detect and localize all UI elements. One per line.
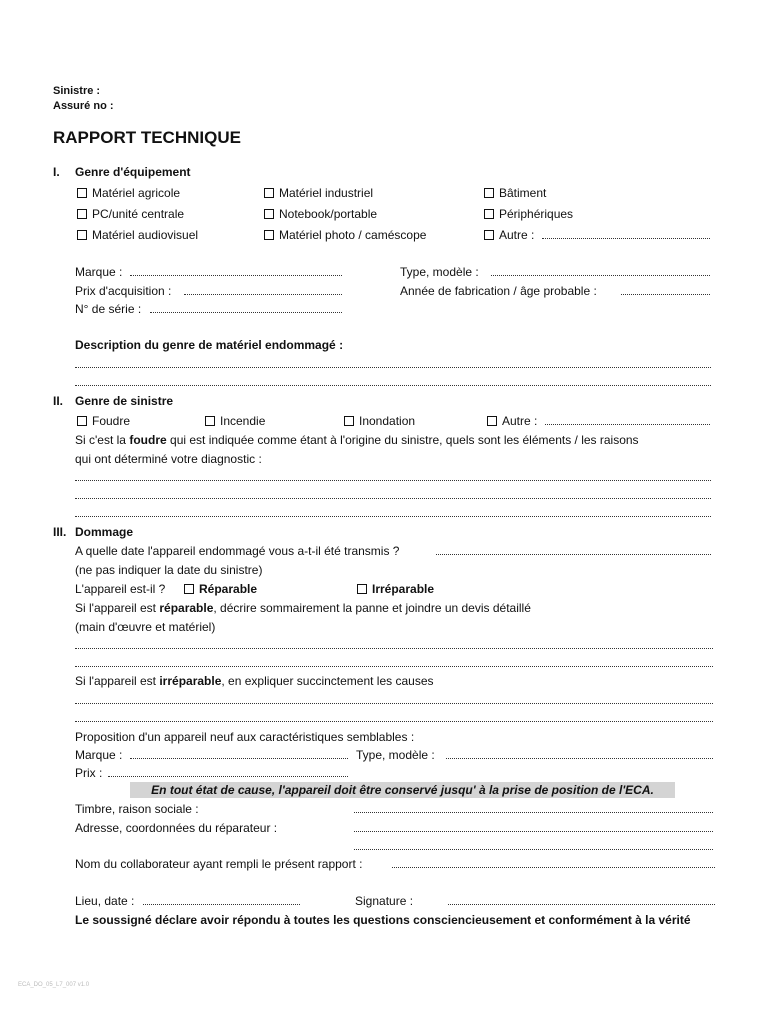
section-1-number: I. (53, 165, 60, 179)
collaborateur-label: Nom du collaborateur ayant rempli le présent rapport : (75, 857, 363, 871)
section-2-number: II. (53, 394, 64, 408)
option-notebook-portable[interactable]: Notebook/portable (264, 207, 377, 221)
document-code: ECA_DO_05_L7_007 v1.0 (18, 982, 90, 988)
annee-fabrication-field[interactable] (621, 294, 710, 295)
signature-label: Signature : (355, 894, 414, 908)
checkbox-icon[interactable] (344, 416, 354, 426)
foudre-answer-line[interactable] (75, 498, 711, 499)
neuf-marque-field[interactable] (130, 758, 348, 759)
option-materiel-photo[interactable]: Matériel photo / caméscope (264, 228, 426, 242)
checkbox-icon[interactable] (484, 188, 494, 198)
type-modele-label: Type, modèle : (400, 265, 479, 279)
section-2-heading: Genre de sinistre (75, 394, 174, 408)
option-autre-sinistre[interactable]: Autre : (487, 414, 537, 428)
lieu-date-field[interactable] (143, 904, 300, 905)
timbre-field[interactable] (354, 812, 713, 813)
adresse-field-line-2[interactable] (354, 849, 713, 850)
neuf-prix-field[interactable] (108, 776, 348, 777)
neuf-marque-label: Marque : (75, 748, 123, 762)
option-irreparable[interactable]: Irréparable (357, 582, 434, 596)
checkbox-icon[interactable] (77, 188, 87, 198)
option-materiel-agricole[interactable]: Matériel agricole (77, 186, 180, 200)
foudre-question: Si c'est la foudre qui est indiquée comme étant à l'origine du sinistre, quels sont les éléments / les raisons (75, 433, 639, 447)
section-3-number: III. (53, 525, 67, 539)
prix-acquisition-field[interactable] (184, 294, 342, 295)
date-transmission-question: A quelle date l'appareil endommagé vous a-t-il été transmis ? (75, 544, 400, 558)
checkbox-icon[interactable] (205, 416, 215, 426)
annee-fabrication-label: Année de fabrication / âge probable : (400, 284, 597, 298)
checkbox-icon[interactable] (264, 230, 274, 240)
lieu-date-label: Lieu, date : (75, 894, 135, 908)
prix-acquisition-label: Prix d'acquisition : (75, 284, 172, 298)
checkbox-icon[interactable] (357, 584, 367, 594)
section-3-heading: Dommage (75, 525, 134, 539)
adresse-label: Adresse, coordonnées du réparateur : (75, 821, 278, 835)
checkbox-icon[interactable] (264, 209, 274, 219)
description-heading: Description du genre de matériel endommagé : (75, 338, 344, 352)
collaborateur-field[interactable] (392, 867, 715, 868)
option-incendie[interactable]: Incendie (205, 414, 265, 428)
option-foudre[interactable]: Foudre (77, 414, 130, 428)
sinistre-label: Sinistre : (53, 85, 101, 97)
reparable-instruction-line-2: (main d'œuvre et matériel) (75, 620, 216, 634)
option-autre-equipement[interactable]: Autre : (484, 228, 534, 242)
numero-serie-field[interactable] (150, 312, 342, 313)
irreparable-answer-line[interactable] (75, 703, 713, 704)
option-batiment[interactable]: Bâtiment (484, 186, 546, 200)
reparable-answer-line[interactable] (75, 648, 713, 649)
checkbox-icon[interactable] (487, 416, 497, 426)
foudre-question-line-2: qui ont déterminé votre diagnostic : (75, 452, 262, 466)
neuf-type-modele-field[interactable] (446, 758, 713, 759)
neuf-type-modele-label: Type, modèle : (356, 748, 435, 762)
proposition-label: Proposition d'un appareil neuf aux caractéristiques semblables : (75, 730, 415, 744)
checkbox-icon[interactable] (264, 188, 274, 198)
checkbox-icon[interactable] (484, 230, 494, 240)
reparable-instruction: Si l'appareil est réparable, décrire sommairement la panne et joindre un devis détaillé (75, 601, 531, 615)
signature-field[interactable] (448, 904, 715, 905)
assure-label: Assuré no : (53, 100, 114, 112)
checkbox-icon[interactable] (484, 209, 494, 219)
option-materiel-audiovisuel[interactable]: Matériel audiovisuel (77, 228, 198, 242)
autre-sinistre-field[interactable] (545, 424, 710, 425)
autre-equipement-field[interactable] (542, 238, 710, 239)
type-modele-field[interactable] (491, 275, 710, 276)
option-pc-unite-centrale[interactable]: PC/unité centrale (77, 207, 184, 221)
irreparable-instruction: Si l'appareil est irréparable, en expliquer succinctement les causes (75, 674, 434, 688)
reparable-answer-line[interactable] (75, 666, 713, 667)
option-peripheriques[interactable]: Périphériques (484, 207, 573, 221)
declaration-text: Le soussigné déclare avoir répondu à toutes les questions consciencieusement et conformément à la vérité (75, 913, 691, 927)
adresse-field[interactable] (354, 831, 713, 832)
checkbox-icon[interactable] (77, 230, 87, 240)
description-line[interactable] (75, 367, 711, 368)
irreparable-answer-line[interactable] (75, 721, 713, 722)
checkbox-icon[interactable] (184, 584, 194, 594)
marque-field[interactable] (130, 275, 342, 276)
checkbox-icon[interactable] (77, 416, 87, 426)
conservation-notice: En tout état de cause, l'appareil doit être conservé jusqu' à la prise de position de l'ECA. (130, 782, 675, 798)
option-inondation[interactable]: Inondation (344, 414, 415, 428)
date-transmission-field[interactable] (436, 554, 711, 555)
checkbox-icon[interactable] (77, 209, 87, 219)
etat-question: L'appareil est-il ? (75, 582, 166, 596)
date-transmission-note: (ne pas indiquer la date du sinistre) (75, 563, 263, 577)
page-title: RAPPORT TECHNIQUE (53, 128, 241, 147)
neuf-prix-label: Prix : (75, 766, 103, 780)
section-1-heading: Genre d'équipement (75, 165, 191, 179)
timbre-label: Timbre, raison sociale : (75, 802, 199, 816)
option-materiel-industriel[interactable]: Matériel industriel (264, 186, 373, 200)
foudre-answer-line[interactable] (75, 516, 711, 517)
marque-label: Marque : (75, 265, 123, 279)
numero-serie-label: N° de série : (75, 302, 142, 316)
description-line[interactable] (75, 385, 711, 386)
option-reparable[interactable]: Réparable (184, 582, 257, 596)
foudre-answer-line[interactable] (75, 480, 711, 481)
